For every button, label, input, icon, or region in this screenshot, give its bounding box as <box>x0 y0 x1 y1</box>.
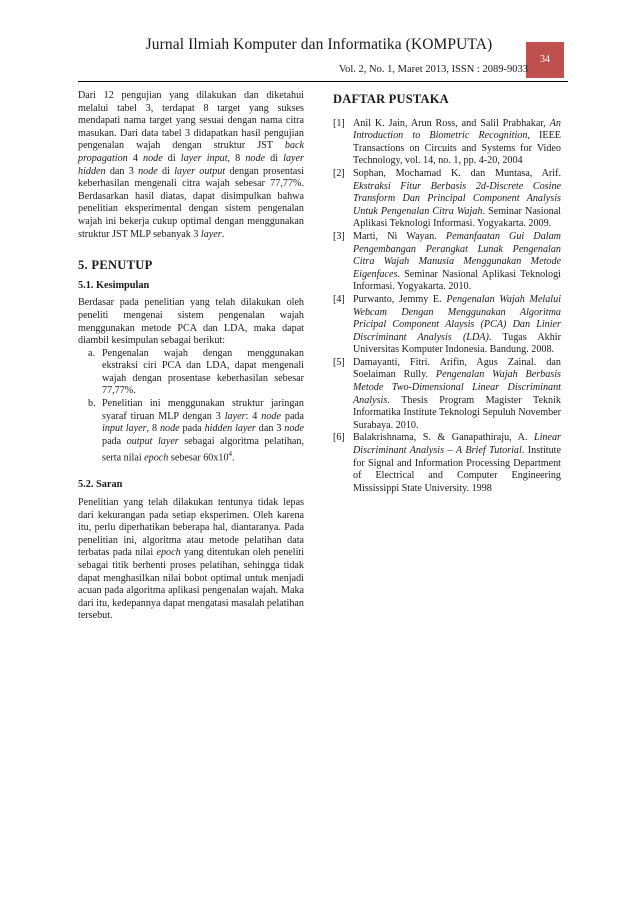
subsection-title-saran: 5.2. Saran <box>78 479 123 491</box>
page-number-badge: 34 <box>526 42 564 78</box>
journal-header-title: Jurnal Ilmiah Komputer dan Informatika (KOMPUTA) <box>145 36 493 53</box>
volume-issn-line: Vol. 2, No. 1, Maret 2013, ISSN : 2089-9033 <box>338 64 528 75</box>
reference-text: Sophan, Mochamad K. dan Muntasa, Arif. Ekstraksi Fitur Berbasis 2d-Discrete Cosine Transform Dan Principal Component Analysis Untuk Pengenalan Citra Wajah. Seminar Nasional Aplikasi Teknologi Informasi. Yogyakarta. 2009. <box>353 167 561 230</box>
conclusion-text-b: Penelitian ini menggunakan struktur jaringan syaraf tiruan MLP dengan 3 layer: 4 node pada input layer, 8 node pada hidden layer dan 3 node pada output layer sebagai algoritma pelatihan, serta nilai epoch sebesar $60x10^4$. <box>102 398 304 464</box>
section-title-penutup: 5. PENUTUP <box>78 258 153 273</box>
reference-text: Balakrishnama, S. & Ganapathiraju, A. Linear Discriminant Analysis – A Brief Tutorial. Institute for Signal and Information Processing Department of Electrical and Computer Engineering Mississippi State University. 1998 <box>353 432 561 494</box>
conclusion-text-a: Pengenalan wajah dengan menggunakan ekstraksi ciri PCA dan LDA, dapat mengenali wajah dengan prosentase keberhasilan sebesar 77,77%. <box>102 347 304 397</box>
reference-number: [3] <box>333 230 345 242</box>
list-label-a: a. <box>88 347 96 359</box>
reference-text: Anil K. Jain, Arun Ross, and Salil Prabhakar, An Introduction to Biometric Recognition, IEEE Transactions on Circuits and Systems for Video Technology, vol. 14, no. 1, pp. 4-20, 2004 <box>353 117 561 167</box>
reference-item <box>333 294 561 357</box>
reference-number: [4] <box>333 293 345 305</box>
conclusion-item-a <box>88 348 304 398</box>
reference-item <box>333 118 561 168</box>
reference-text: Marti, Ni Wayan. Pemanfaatan Gui Dalam Pengembangan Perangkat Lunak Pengenalan Citra Wajah Manusia Menggunakan Metode Eigenfaces. Seminar Nasional Aplikasi Teknologi Informasi. Yogyakarta. 2010. <box>353 230 561 293</box>
kesimpulan-paragraph: Berdasar pada penelitian yang telah dilakukan oleh peneliti mengenai sistem pengenalan wajah menggunakan metode PCA dan LDA, maka dapat diambil kesimpulan sebagai berikut: <box>78 297 304 347</box>
references-title: DAFTAR PUSTAKA <box>333 92 449 106</box>
reference-item <box>333 231 561 294</box>
reference-number: [6] <box>333 432 345 444</box>
list-label-b: b. <box>88 398 96 410</box>
reference-number: [1] <box>333 117 345 129</box>
references-list <box>333 118 561 496</box>
reference-item <box>333 357 561 433</box>
reference-text: Damayanti, Fitri. Arifin, Agus Zainal. dan Soelaiman Rully. Pengenalan Wajah Berbasis Metode Two-Dimensional Linear Discriminant Analysis. Thesis Program Magister Teknik Informatika Institute Teknologi Sepuluh November Surabaya. 2010. <box>353 356 561 431</box>
reference-item <box>333 168 561 231</box>
reference-item <box>333 432 561 495</box>
right-column <box>333 90 561 495</box>
conclusion-item-b <box>88 398 304 465</box>
reference-number: [2] <box>333 167 345 179</box>
left-column <box>78 90 304 623</box>
reference-text: Purwanto, Jemmy E. Pengenalan Wajah Melalui Webcam Dengan Menggunakan Algoritma Pricipal Component Alaysis (PCA) Dan Linier Discriminant Analysis (LDA). Tugas Akhir Universitas Komputer Indonesia. Bandung. 2008. <box>353 293 562 356</box>
subsection-title-kesimpulan: 5.1. Kesimpulan <box>78 279 150 291</box>
header-rule <box>78 81 568 82</box>
reference-number: [5] <box>333 356 345 368</box>
results-paragraph: Dari 12 pengujian yang dilakukan dan diketahui melalui tabel 3, terdapat 8 target yang sukses mendapati nama target yang sesuai dengan nama citra masukan. Dari data tabel 3 didapatkan hasil pengujian pengenalan wajah dengan struktur JST back propagation 4 node di layer input, 8 node di layer hidden dan 3 node di layer output dengan prosentasi keberhasilan mengenali citra wajah sebesar 77,77%. Berdasarkan hasil diatas, dapat disimpulkan bahwa penelitian eksperimental dengan sistem pengenalan wajah ini bekerja cukup optimal dengan menggunakan struktur JST MLP sebanyak 3 layer. <box>78 90 305 240</box>
saran-paragraph: Penelitian yang telah dilakukan tentunya tidak lepas dari kekurangan pada setiap eksperimen. Oleh karena itu, perlu diperhatikan beberapa hal, diantaranya. Pada penelitian ini, algoritma atau metode pelatihan data terbatas pada nilai epoch yang ditentukan oleh peneliti sebagai titik berhenti proses pelatihan, sehingga tidak dapat menghasilkan nilai bobot optimal untuk menjadi acuan pada algoritma aplikasi pengenalan wajah. Maka dari itu, kedepannya dapat mengatasi masalah pelatihan tersebut. <box>78 497 305 622</box>
